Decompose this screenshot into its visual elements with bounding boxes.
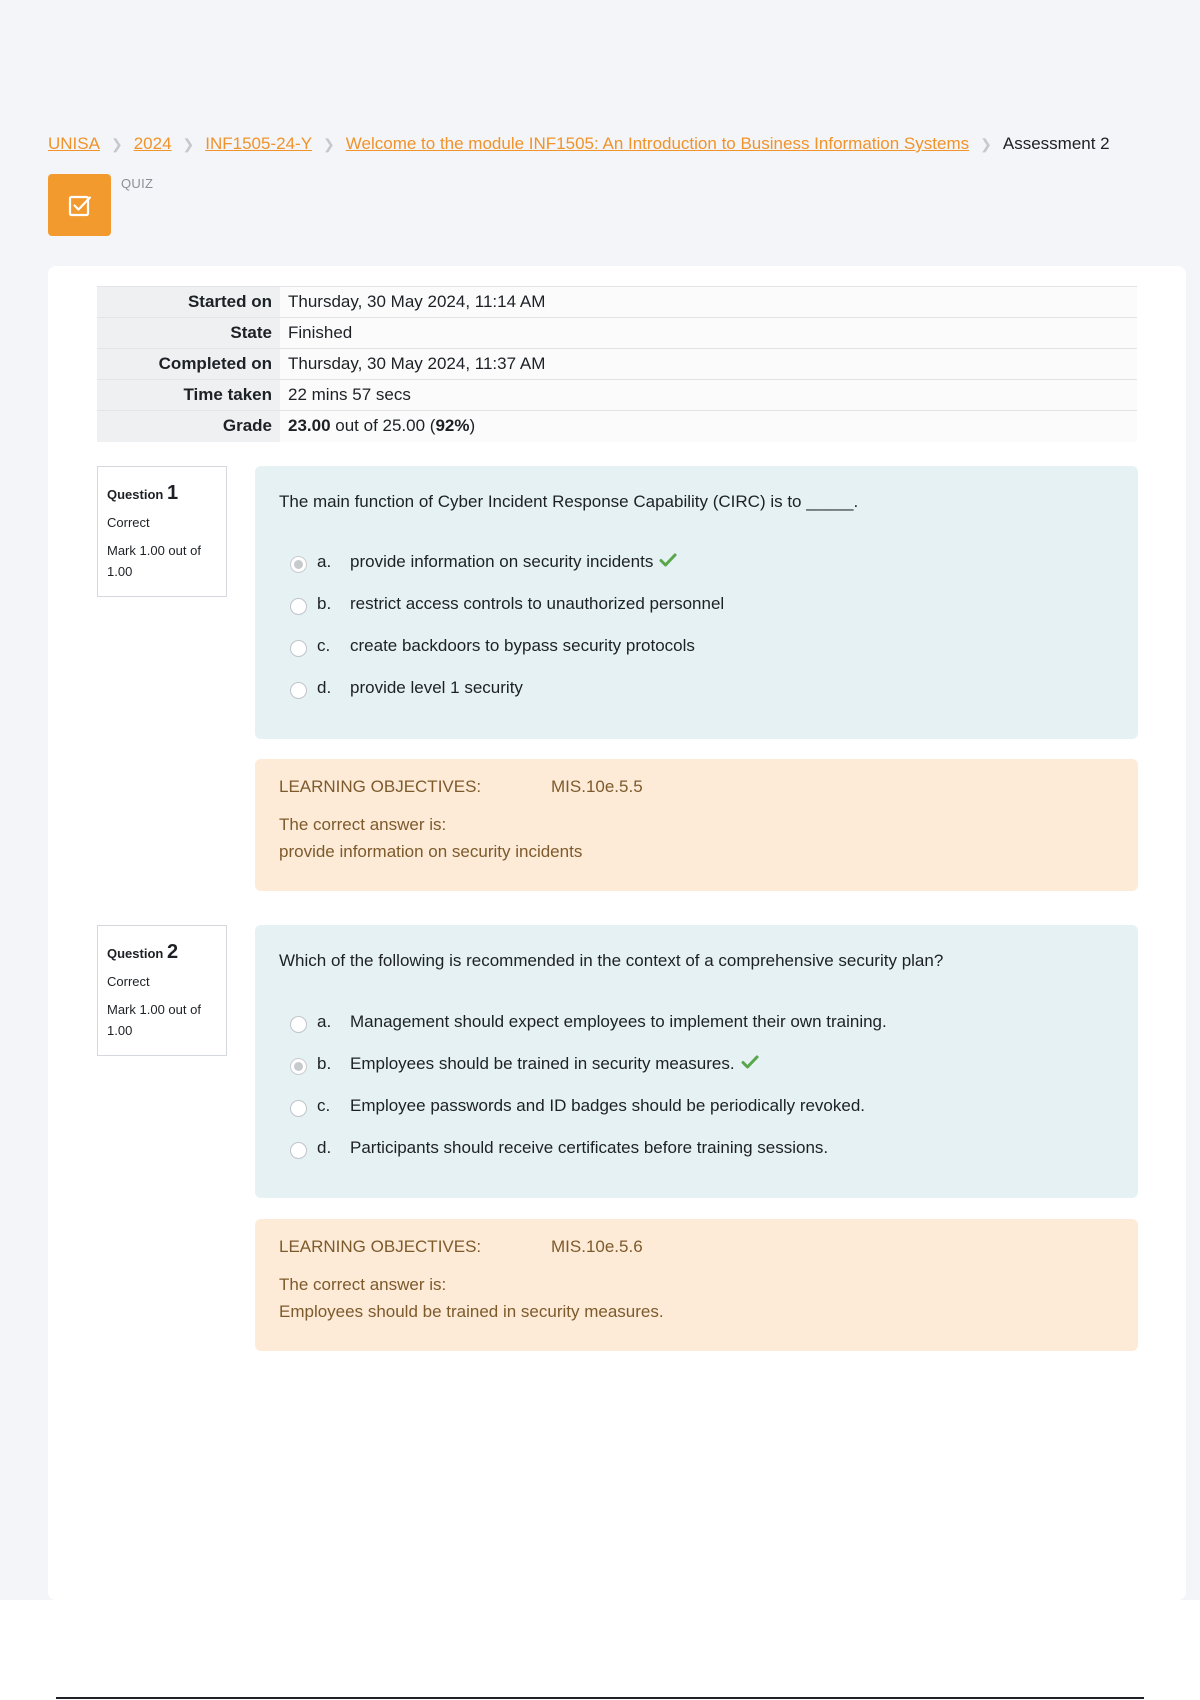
answer-option[interactable] <box>290 1052 759 1075</box>
radio-icon[interactable] <box>290 1142 307 1159</box>
attempt-summary-table <box>97 286 1137 442</box>
answer-option[interactable] <box>290 550 677 573</box>
answer-text: Employee passwords and ID badges should be periodically revoked. <box>350 1095 866 1115</box>
answer-text: Participants should receive certificates before training sessions. <box>350 1137 829 1157</box>
page-footer-area <box>0 1600 1200 1700</box>
answer-option[interactable] <box>290 1010 887 1033</box>
feedback-box-1 <box>255 759 1138 891</box>
summary-value: Thursday, 30 May 2024, 11:37 AM <box>280 349 1137 380</box>
chevron-right-icon: ❯ <box>110 135 123 152</box>
answer-text: create backdoors to bypass security protocols <box>350 635 695 655</box>
correct-check-icon <box>741 1054 759 1074</box>
learning-objectives-label: LEARNING OBJECTIVES: <box>279 1237 482 1256</box>
question-text: The main function of Cyber Incident Response Capability (CIRC) is to _____. <box>279 492 859 511</box>
summary-row-grade <box>97 411 1137 442</box>
chevron-right-icon: ❯ <box>323 135 335 152</box>
answer-option[interactable] <box>290 1136 828 1159</box>
learning-objectives-code: MIS.10e.5.5 <box>551 777 643 796</box>
answer-text: Employees should be trained in security measures. <box>350 1053 735 1073</box>
chevron-right-icon: ❯ <box>182 135 195 152</box>
breadcrumb-link-module[interactable]: Welcome to the module INF1505: An Introduction to Business Information Systems <box>345 134 970 153</box>
answer-letter: c. <box>317 635 331 655</box>
summary-label: Grade <box>97 411 280 442</box>
activity-type-label: QUIZ <box>121 176 154 191</box>
summary-row <box>97 287 1137 318</box>
breadcrumb-current: Assessment 2 <box>1002 134 1110 153</box>
radio-selected-icon[interactable] <box>290 1058 307 1075</box>
radio-icon[interactable] <box>290 1100 307 1117</box>
summary-value: Finished <box>280 318 1137 349</box>
question-content-1 <box>255 466 1138 739</box>
breadcrumb-link-year[interactable]: 2024 <box>133 134 172 153</box>
summary-value: 22 mins 57 secs <box>280 380 1137 411</box>
question-mark: Mark 1.00 out of 1.00 <box>107 1001 201 1039</box>
answer-letter: b. <box>317 1053 332 1073</box>
question-mark: Mark 1.00 out of 1.00 <box>107 542 201 580</box>
answer-letter: d. <box>317 1137 332 1157</box>
learning-objectives-label: LEARNING OBJECTIVES: <box>279 777 482 796</box>
grade-score: 23.00 <box>288 416 331 436</box>
question-number: 2 <box>166 941 179 963</box>
question-title: Question <box>107 487 164 502</box>
question-info-1 <box>97 466 227 597</box>
answer-letter: d. <box>317 677 332 697</box>
answer-text: provide information on security incidents <box>350 551 654 571</box>
correct-answer-label: The correct answer is: <box>279 815 447 834</box>
summary-value: Thursday, 30 May 2024, 11:14 AM <box>280 287 1137 318</box>
radio-icon[interactable] <box>290 598 307 615</box>
grade-value <box>280 411 1137 442</box>
answer-letter: a. <box>317 1011 332 1031</box>
radio-selected-icon[interactable] <box>290 556 307 573</box>
question-number: 1 <box>166 482 179 504</box>
footer-divider <box>56 1697 1144 1699</box>
breadcrumb <box>48 134 1110 154</box>
question-info-2 <box>97 925 227 1056</box>
answer-text: restrict access controls to unauthorized personnel <box>350 593 725 613</box>
question-state: Correct <box>107 974 150 989</box>
breadcrumb-link-unisa[interactable]: UNISA <box>48 134 100 153</box>
summary-row <box>97 318 1137 349</box>
question-text: Which of the following is recommended in the context of a comprehensive security plan? <box>279 951 944 970</box>
correct-check-icon <box>659 552 677 572</box>
correct-answer-label: The correct answer is: <box>279 1275 447 1294</box>
answer-letter: c. <box>317 1095 331 1115</box>
summary-label: State <box>97 318 280 349</box>
feedback-box-2 <box>255 1219 1138 1351</box>
answer-letter: b. <box>317 593 332 613</box>
question-title: Question <box>107 946 164 961</box>
answer-option[interactable] <box>290 676 523 699</box>
answer-option[interactable] <box>290 634 695 657</box>
summary-label: Completed on <box>97 349 280 380</box>
answer-text: Management should expect employees to implement their own training. <box>350 1011 887 1031</box>
summary-label: Started on <box>97 287 280 318</box>
answer-text: provide level 1 security <box>350 677 523 697</box>
radio-icon[interactable] <box>290 682 307 699</box>
learning-objectives-code: MIS.10e.5.6 <box>551 1237 643 1256</box>
radio-icon[interactable] <box>290 640 307 657</box>
summary-row <box>97 349 1137 380</box>
answer-option[interactable] <box>290 1094 865 1117</box>
grade-end: ) <box>469 416 476 436</box>
quiz-check-icon <box>48 174 111 236</box>
grade-middle: out of 25.00 ( <box>330 416 436 436</box>
chevron-right-icon: ❯ <box>980 135 992 152</box>
breadcrumb-link-course[interactable]: INF1505-24-Y <box>205 134 313 153</box>
question-content-2 <box>255 925 1138 1198</box>
answer-letter: a. <box>317 551 332 571</box>
answer-option[interactable] <box>290 592 724 615</box>
grade-percent: 92% <box>435 416 470 436</box>
question-state: Correct <box>107 515 150 530</box>
radio-icon[interactable] <box>290 1016 307 1033</box>
correct-answer-text: provide information on security incidents <box>279 842 583 861</box>
correct-answer-text: Employees should be trained in security measures. <box>279 1302 664 1321</box>
summary-label: Time taken <box>97 380 280 411</box>
summary-row <box>97 380 1137 411</box>
